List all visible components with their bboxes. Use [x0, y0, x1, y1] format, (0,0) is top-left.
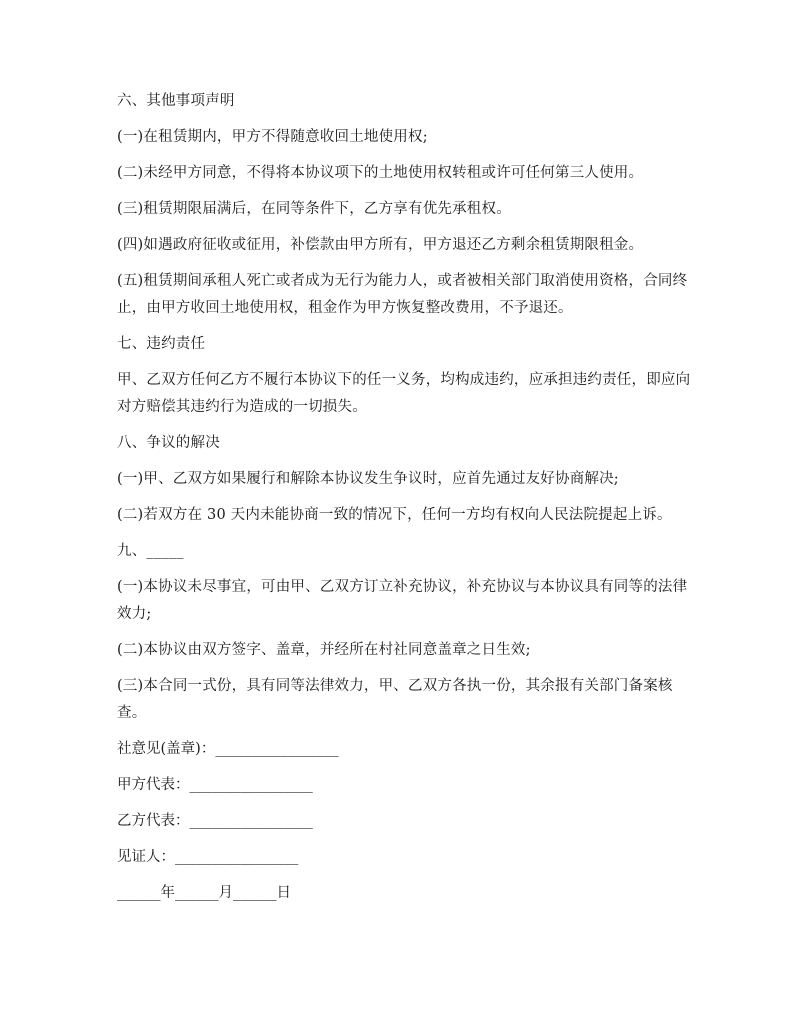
clause-9-2: (二)本协议由双方签字、盖章，并经所在村社同意盖章之日生效; [117, 642, 531, 658]
party-a-signature-line: 甲方代表：_________________ [117, 777, 313, 793]
section-8-heading: 八、争议的解决 [117, 435, 220, 451]
clause-8-1: (一)甲、乙双方如果履行和解除本协议发生争议时，应首先通过友好协商解决; [117, 471, 619, 487]
party-b-signature-line: 乙方代表：_________________ [117, 813, 313, 829]
clause-6-2: (二)未经甲方同意，不得将本协议项下的土地使用权转租或许可任何第三人使用。 [117, 165, 644, 181]
section-6-heading: 六、其他事项声明 [117, 93, 235, 109]
clause-8-2: (二)若双方在 30 天内未能协商一致的情况下，任何一方均有权向人民法院提起上诉。 [117, 507, 672, 523]
section-9-heading: 九、_____ [117, 543, 184, 559]
clause-6-4: (四)如遇政府征收或征用，补偿款由甲方所有，甲方退还乙方剩余租赁期限租金。 [117, 237, 644, 253]
clause-6-1: (一)在租赁期内，甲方不得随意收回土地使用权; [117, 129, 428, 145]
date-line: ______年______月______日 [117, 885, 291, 901]
clause-6-5: (五)租赁期间承租人死亡或者成为无行为能力人，或者被相关部门取消使用资格，合同终止，由甲方收回土地使用权，租金作为甲方恢复整改费用，不予退还。 [117, 273, 688, 316]
community-seal-line: 社意见(盖章)：_________________ [117, 741, 339, 757]
clause-9-3: (三)本合同一式份，具有同等法律效力，甲、乙双方各执一份，其余报有关部门备案核查。 [117, 678, 673, 721]
section-7-heading: 七、违约责任 [117, 336, 206, 352]
witness-signature-line: 见证人：_________________ [117, 849, 299, 865]
clause-7-body: 甲、乙双方任何乙方不履行本协议下的任一义务，均构成违约，应承担违约责任，即应向对方赔偿其违约行为造成的一切损失。 [117, 372, 691, 415]
clause-9-1: (一)本协议未尽事宜，可由甲、乙双方订立补充协议，补充协议与本协议具有同等的法律效力; [117, 579, 688, 622]
document-page [117, 88, 692, 916]
clause-6-3: (三)租赁期限届满后，在同等条件下，乙方享有优先承租权。 [117, 201, 511, 217]
